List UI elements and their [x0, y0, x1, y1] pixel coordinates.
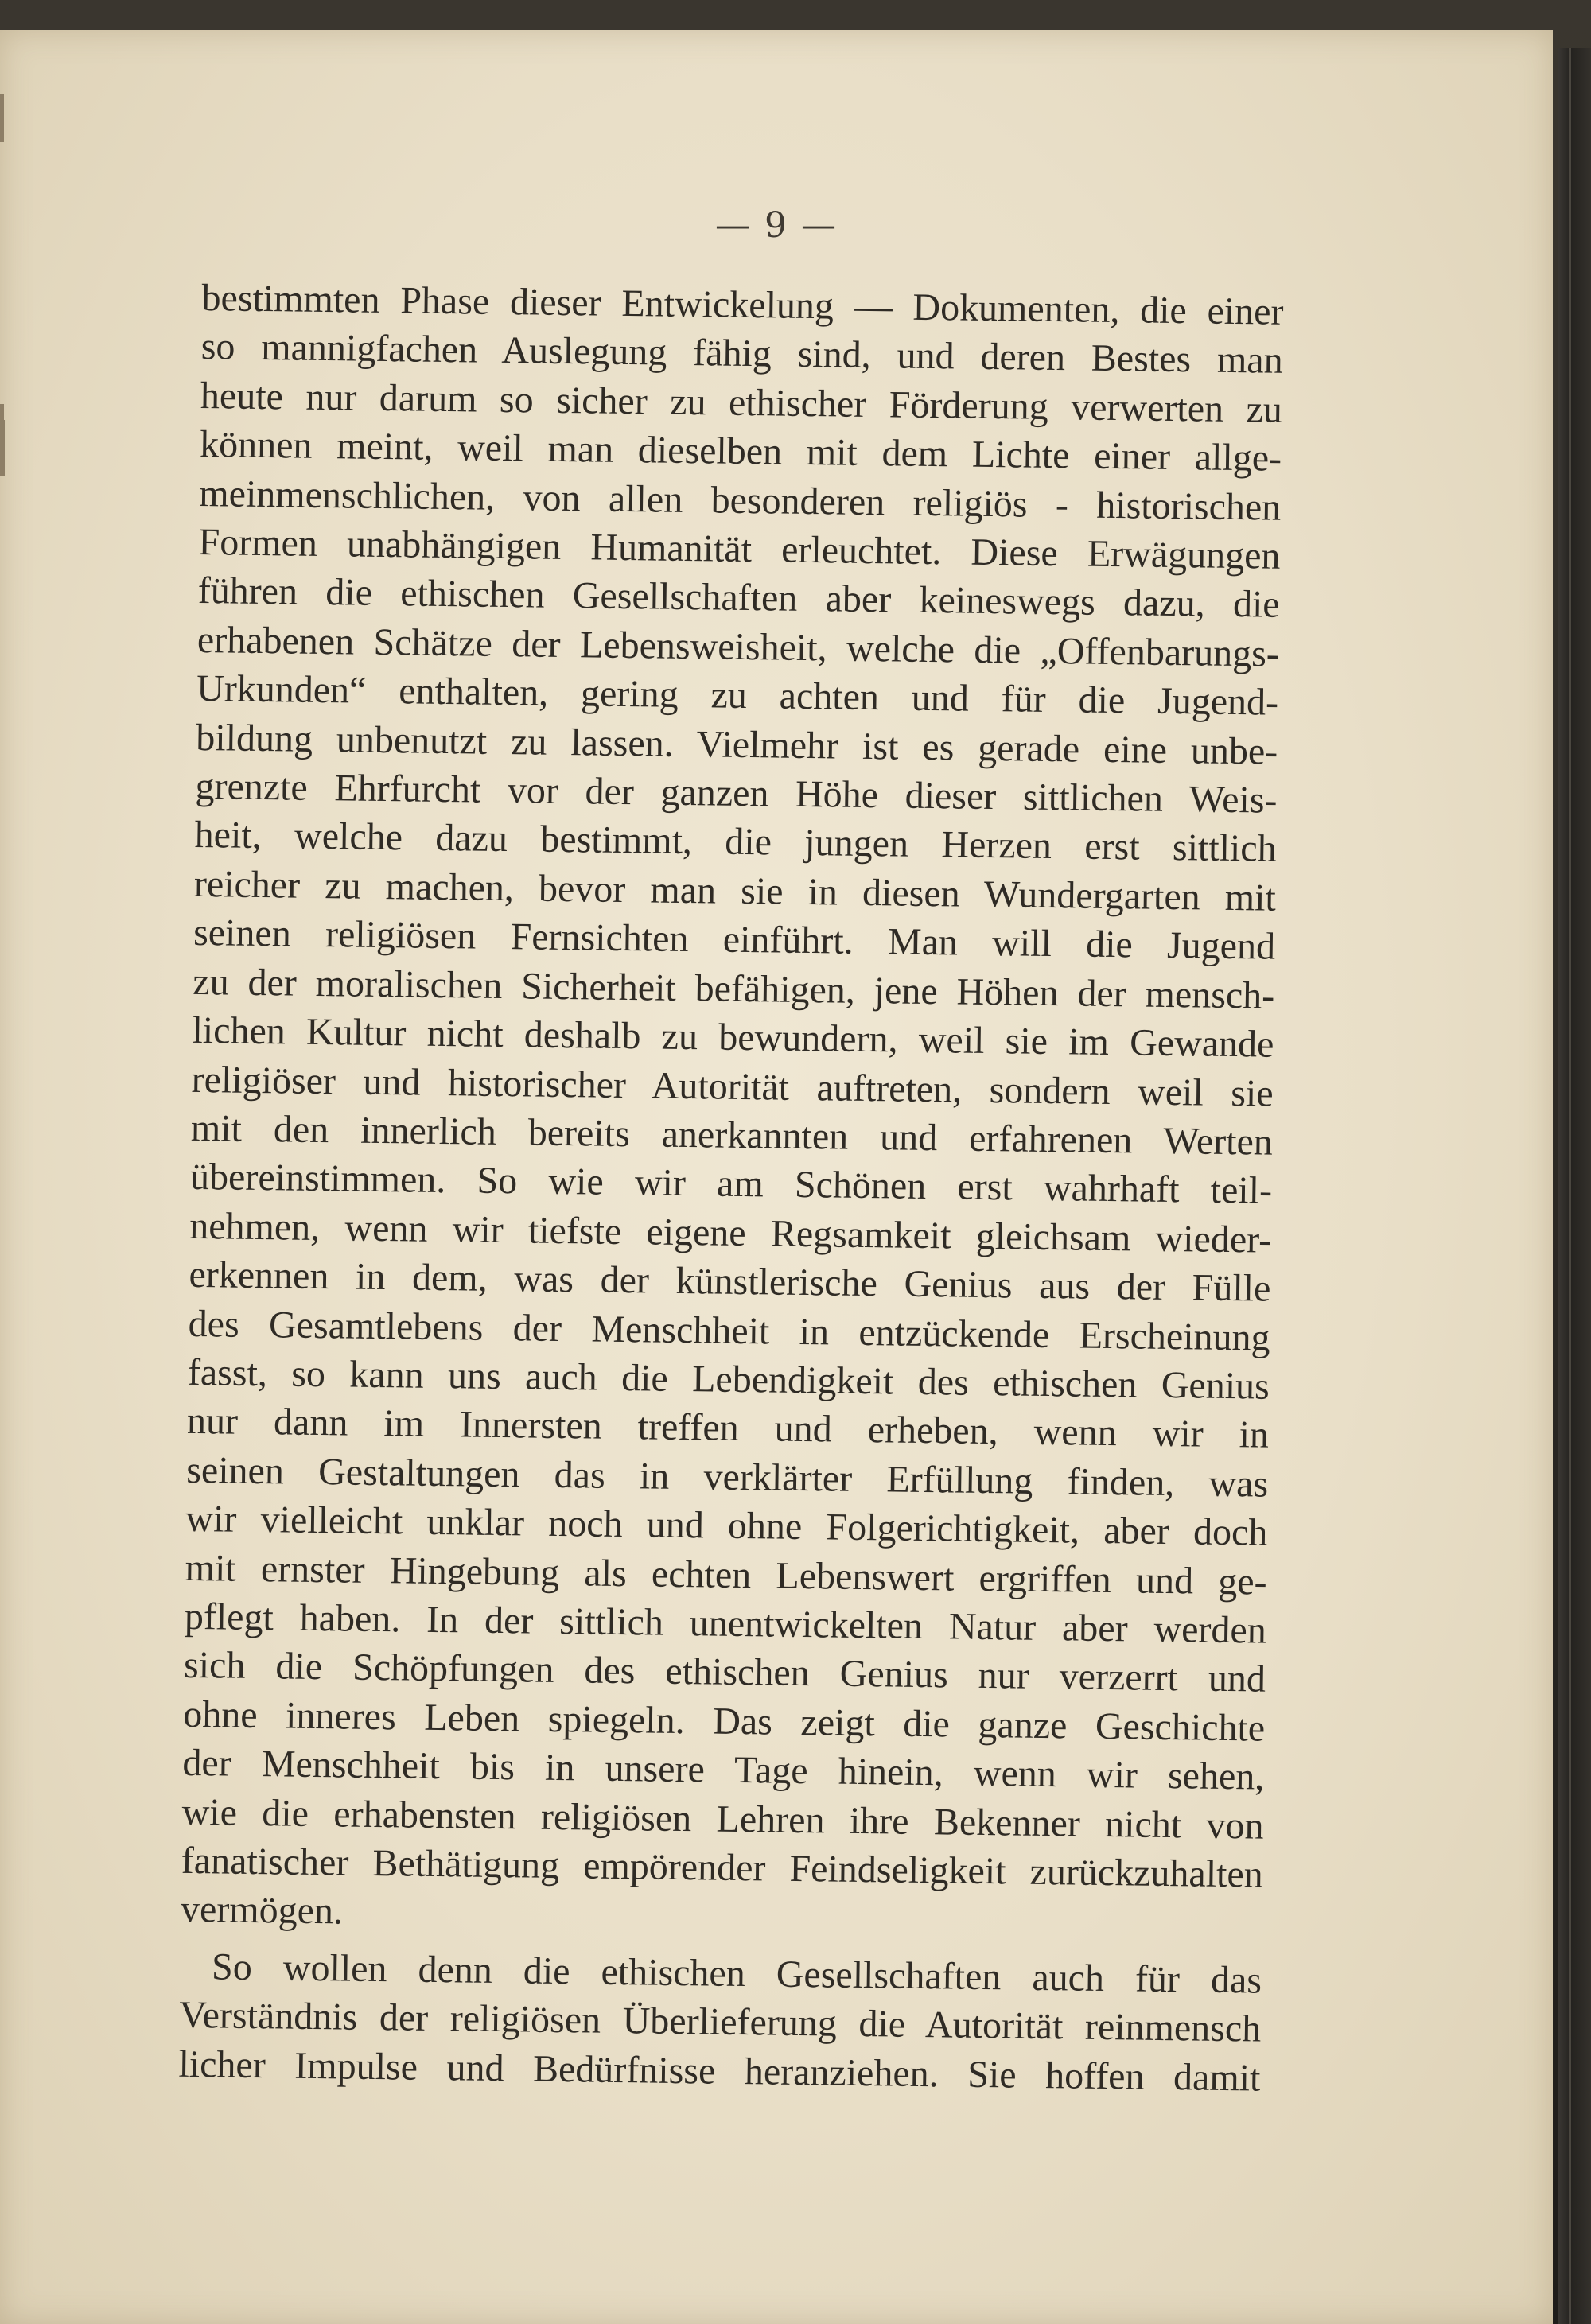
text-line: zu der moralischen Sicherheit befähigen, jene Höhen der mensch-: [193, 960, 1275, 1017]
text-line: so mannigfachen Auslegung fähig sind, und deren Bestes man: [200, 325, 1284, 383]
text-line: pflegt haben. In der sittlich unentwickelten Natur aber werden: [184, 1595, 1267, 1652]
text-line: heit, welche dazu bestimmt, die jungen Herzen erst sittlich: [194, 814, 1277, 871]
text-line: meinmenschlichen, von allen besonderen religiös - historischen: [199, 472, 1282, 529]
text-line: nehmen, wenn wir tiefste eigene Regsamkeit gleichsam wieder-: [189, 1204, 1272, 1261]
text-line: Urkunden“ enthalten, gering zu achten und für die Jugend-: [196, 667, 1279, 725]
text-line: können meint, weil man dieselben mit dem Lichte einer allge-: [199, 423, 1282, 480]
text-line: fasst, so kann uns auch die Lebendigkeit des ethischen Genius: [187, 1350, 1270, 1408]
text-line: Verständnis der religiösen Überlieferung die Autorität reinmensch: [178, 1994, 1262, 2050]
text-line: So wollen denn die ethischen Gesellschaften auch für das: [211, 1945, 1262, 2002]
book-binding-edge: [1558, 48, 1591, 2324]
text-line: ohne inneres Leben spiegeln. Das zeigt die ganze Geschichte: [182, 1692, 1266, 1750]
text-line: führen die ethischen Gesellschaften aber keineswegs dazu, die: [197, 569, 1281, 627]
text-line: seinen Gestaltungen das in verklärter Erfüllung finden, was: [185, 1448, 1269, 1506]
text-line: sich die Schöpfungen des ethischen Genius nur verzerrt und: [183, 1644, 1266, 1701]
text-line: bildung unbenutzt zu lassen. Vielmehr ist es gerade eine unbe-: [196, 716, 1278, 773]
text-line: lichen Kultur nicht deshalb zu bewundern, weil sie im Gewande: [192, 1009, 1274, 1066]
text-line: nur dann im Innersten treffen und erheben, wenn wir in: [186, 1400, 1270, 1457]
text-line: wie die erhabensten religiösen Lehren ihre Bekenner nicht von: [181, 1790, 1264, 1848]
text-line: erkennen in dem, was der künstlerische Genius aus der Fülle: [189, 1253, 1271, 1310]
text-line: licher Impulse und Bedürfnisse heranziehen. Sie hoffen damit: [178, 2042, 1261, 2100]
text-line: heute nur darum so sicher zu ethischer Förderung verwerten zu: [200, 374, 1283, 431]
text-line: des Gesamtlebens der Menschheit in entzückende Erscheinung: [188, 1302, 1270, 1359]
body-text: [178, 274, 1284, 2103]
margin-mark: [0, 420, 5, 476]
text-line: übereinstimmen. So wie wir am Schönen erst wahrhaft teil-: [189, 1156, 1273, 1213]
text-line: mit den innerlich bereits anerkannten und erfahrenen Werten: [190, 1106, 1274, 1164]
text-line: seinen religiösen Fernsichten einführt. Man will die Jugend: [193, 911, 1276, 969]
margin-mark: [0, 94, 4, 142]
text-line: vermögen.: [180, 1888, 344, 1933]
text-line: Formen unabhängigen Humanität erleuchtet. Diese Erwägungen: [198, 521, 1281, 577]
text-line: wir vielleicht unklar noch und ohne Folgerichtigkeit, aber doch: [185, 1498, 1268, 1554]
text-line: fanatischer Bethätigung empörender Feindseligkeit zurückzuhalten: [181, 1839, 1264, 1896]
text-line: erhabenen Schätze der Lebensweisheit, welche die „Offenbarungs-: [196, 618, 1280, 675]
text-line: der Menschheit bis in unsere Tage hinein, wenn wir sehen,: [182, 1742, 1265, 1798]
page-number: — 9 —: [715, 205, 838, 246]
text-line: religiöser und historischer Autorität auftreten, sondern weil sie: [191, 1058, 1274, 1115]
text-line: reicher zu machen, bevor man sie in diesen Wundergarten mit: [193, 862, 1277, 919]
text-line: mit ernster Hingebung als echten Lebenswert ergriffen und ge-: [185, 1546, 1267, 1603]
book-page: [0, 30, 1553, 2324]
text-line: grenzte Ehrfurcht vor der ganzen Höhe dieser sittlichen Weis-: [195, 765, 1278, 822]
text-line: bestimmten Phase dieser Entwickelung — Dokumenten, die einer: [201, 276, 1284, 333]
